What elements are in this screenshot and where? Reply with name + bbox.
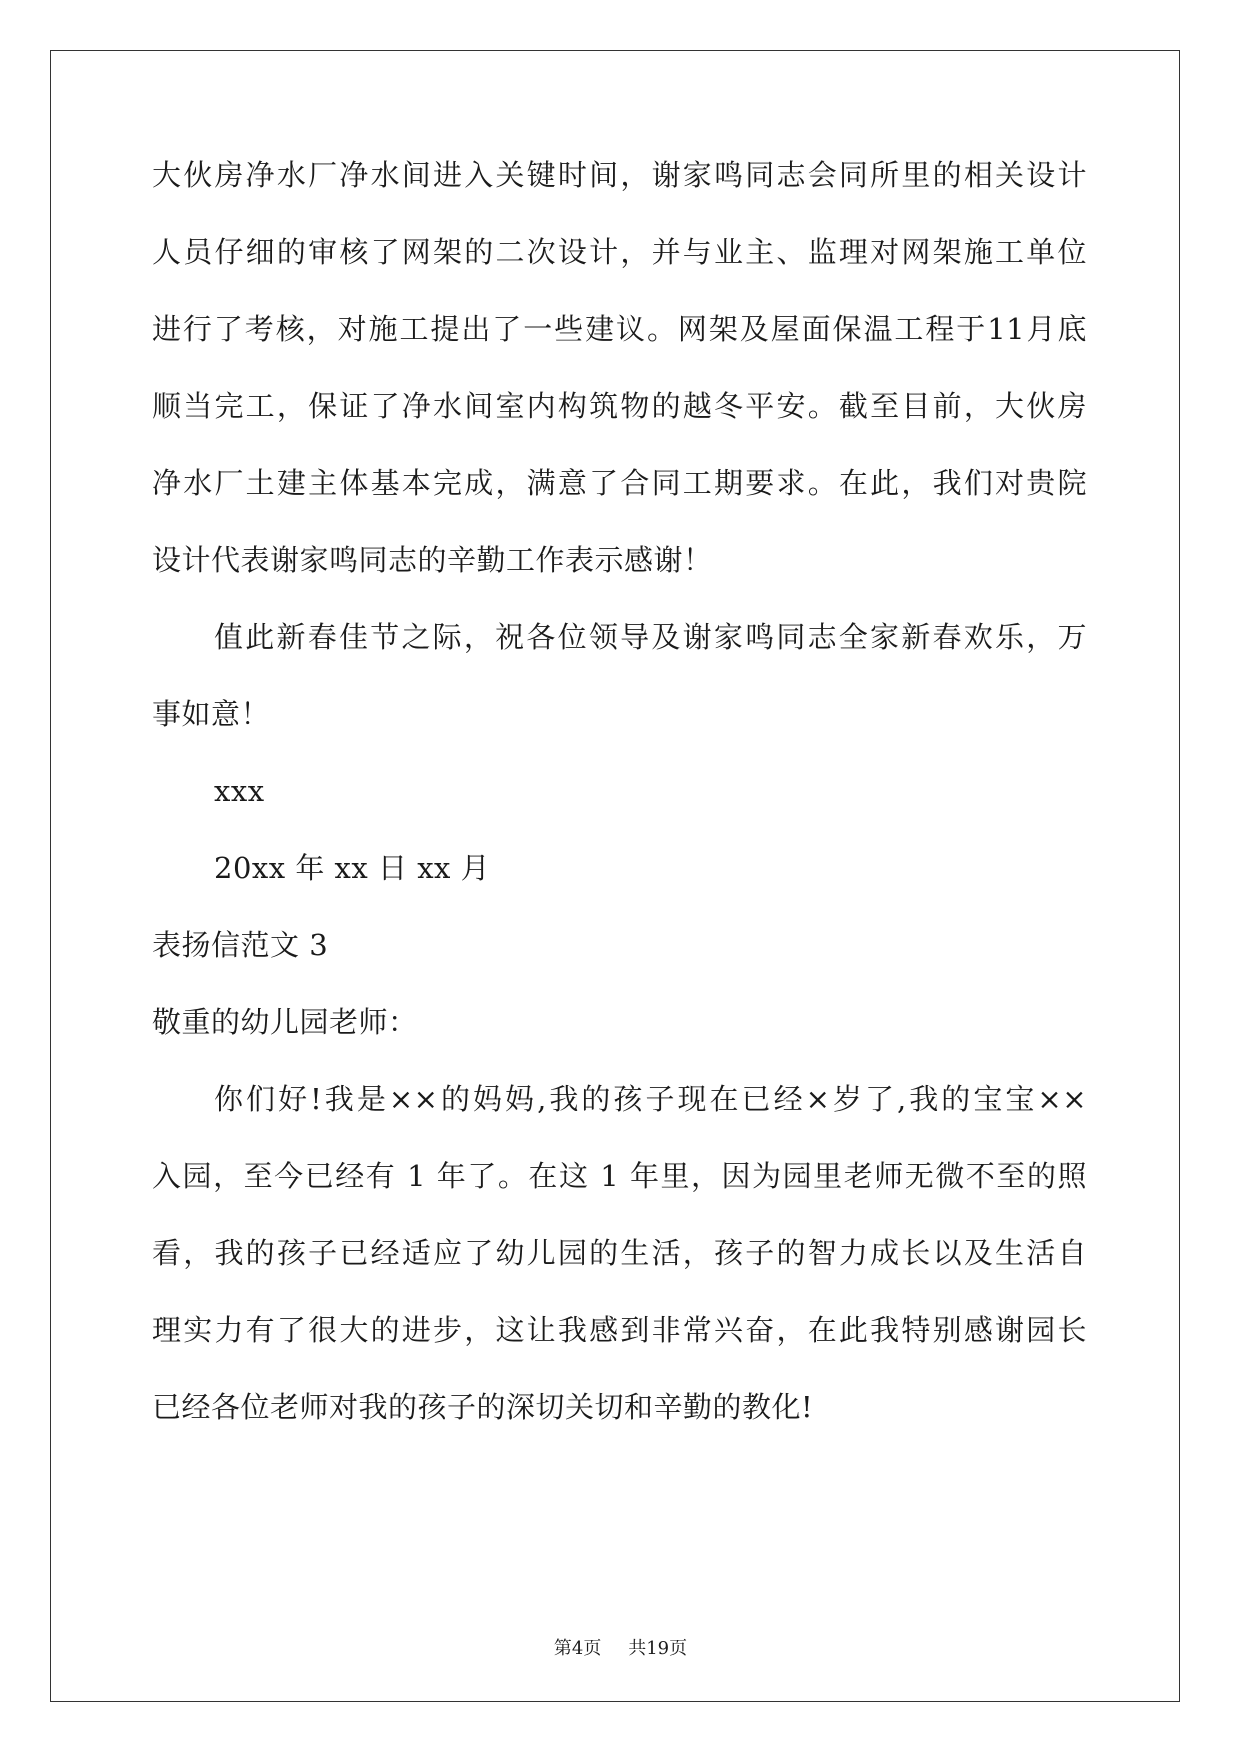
paragraph-line: 净水厂土建主体基本完成，满意了合同工期要求。在此，我们对贵院 [152, 466, 1087, 500]
page-footer [0, 1634, 1241, 1660]
date-line: 20xx 年 xx 日 xx 月 [214, 851, 491, 885]
paragraph-line: 理实力有了很大的进步，这让我感到非常兴奋，在此我特别感谢园长 [152, 1313, 1087, 1347]
paragraph-line: 看，我的孩子已经适应了幼儿园的生活，孩子的智力成长以及生活自 [152, 1236, 1087, 1270]
salutation: 敬重的幼儿园老师： [152, 1005, 418, 1039]
paragraph-line: 入园，至今已经有 1 年了。在这 1 年里，因为园里老师无微不至的照 [152, 1159, 1087, 1193]
paragraph-line: 进行了考核，对施工提出了一些建议。网架及屋面保温工程于11月底 [152, 312, 1087, 346]
paragraph-line: 人员仔细的审核了网架的二次设计，并与业主、监理对网架施工单位 [152, 235, 1087, 269]
signature: xxx [214, 774, 265, 808]
paragraph-line: 事如意！ [152, 697, 271, 731]
paragraph-line: 设计代表谢家鸣同志的辛勤工作表示感谢！ [152, 543, 713, 577]
page-number: 第4页 [553, 1638, 602, 1659]
paragraph-line: 顺当完工，保证了净水间室内构筑物的越冬平安。截至目前，大伙房 [152, 389, 1087, 423]
paragraph-line: 已经各位老师对我的孩子的深切关切和辛勤的教化! [152, 1390, 814, 1424]
paragraph-line: 值此新春佳节之际，祝各位领导及谢家鸣同志全家新春欢乐，万 [214, 620, 1087, 654]
page-total: 共19页 [628, 1638, 688, 1659]
paragraph-line: 大伙房净水厂净水间进入关键时间，谢家鸣同志会同所里的相关设计 [152, 158, 1087, 192]
section-heading: 表扬信范文 3 [152, 928, 329, 962]
paragraph-line: 你们好!我是××的妈妈,我的孩子现在已经×岁了,我的宝宝×× [214, 1082, 1087, 1116]
